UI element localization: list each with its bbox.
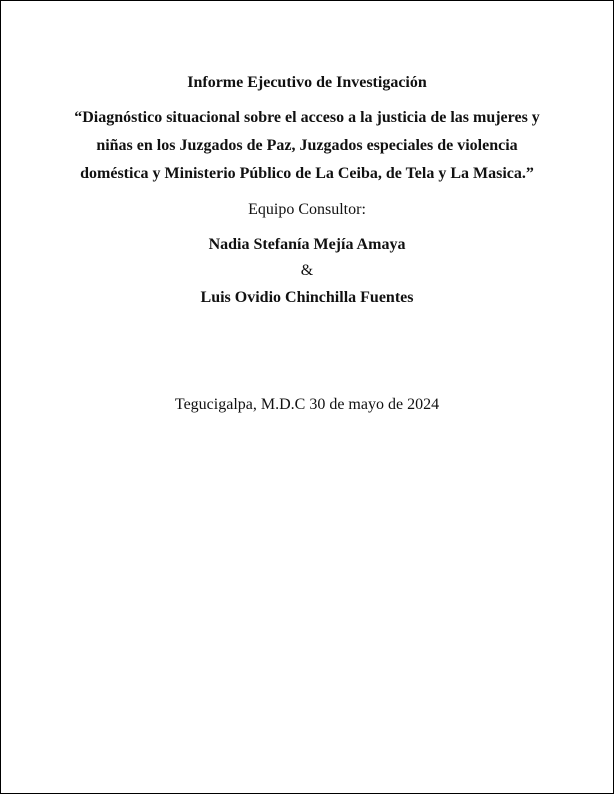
team-label: Equipo Consultor: (248, 201, 366, 218)
title-line: “Diagnóstico situacional sobre el acceso a la justicia de las mujeres y (74, 109, 540, 126)
ampersand: & (300, 262, 314, 279)
author-name: Luis Ovidio Chinchilla Fuentes (200, 289, 414, 306)
report-label: Informe Ejecutivo de Investigación (187, 74, 427, 91)
author-name: Nadia Stefanía Mejía Amaya (208, 236, 406, 253)
title-line: niñas en los Juzgados de Paz, Juzgados especiales de violencia (96, 137, 518, 154)
title-line: doméstica y Ministerio Público de La Ceiba, de Tela y La Masica.” (80, 165, 534, 182)
place-date: Tegucigalpa, M.D.C 30 de mayo de 2024 (174, 396, 440, 413)
